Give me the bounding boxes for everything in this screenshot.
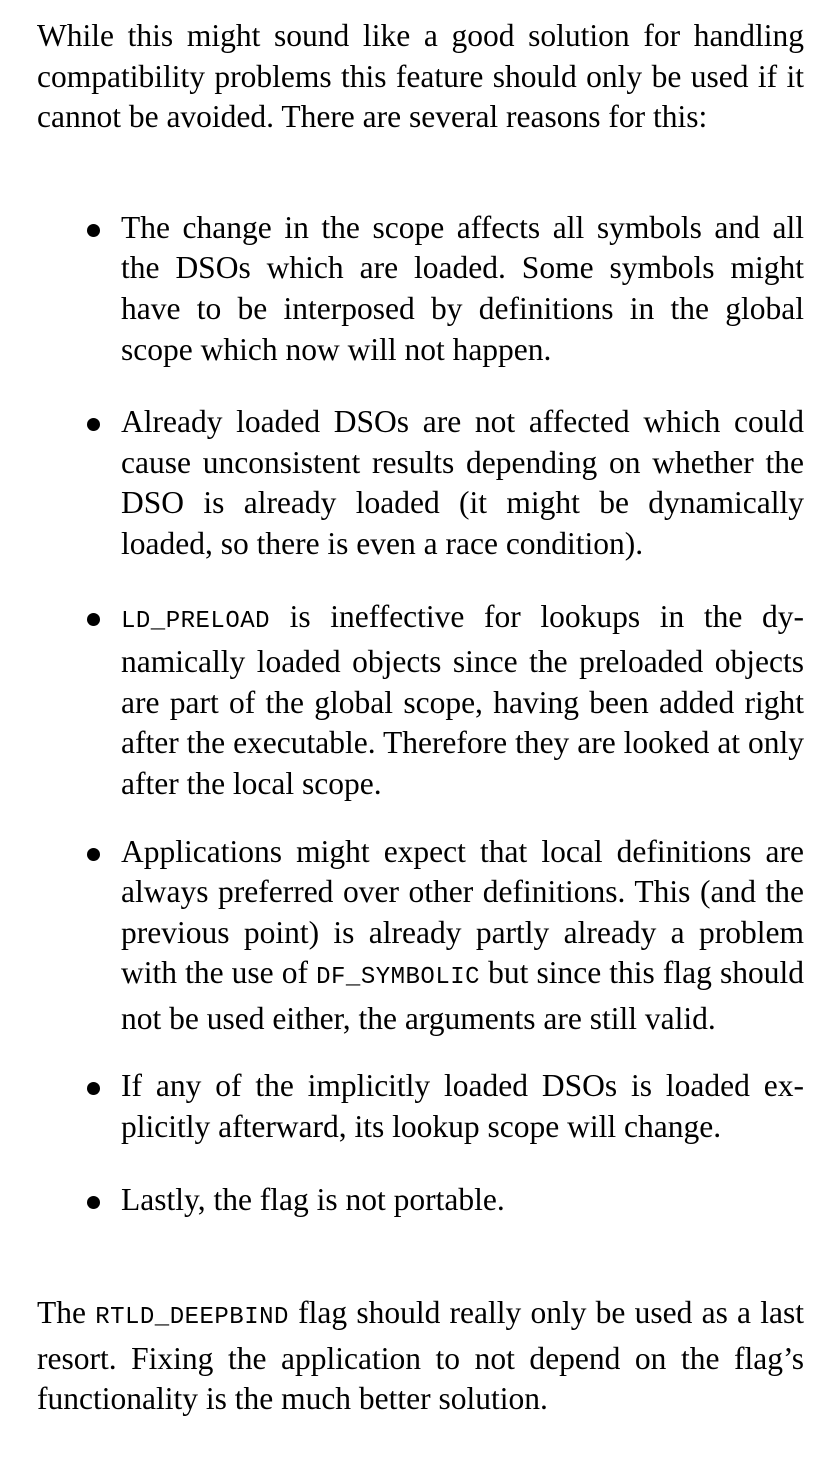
code-df-symbolic: DF_SYMBOLIC bbox=[316, 964, 481, 992]
bullet-icon bbox=[87, 224, 100, 237]
document-page bbox=[37, 16, 804, 1420]
code-ld-preload: LD_PRELOAD bbox=[121, 607, 271, 635]
list-item-text: Already loaded DSOs are not affected which could cause unconsistent results depending on whether the DSO is already loaded (it might be dynamically loaded, so there is even a race condition). bbox=[121, 404, 804, 561]
list-item-text: Applications might expect that local definitions are always preferred over other definitions. This (and the previous point) is already partly already a problem with the use of DF_SYMBOLIC but since this flag should not be used either, the arguments are still valid. bbox=[121, 833, 804, 1036]
closing-paragraph: The RTLD_DEEPBIND flag should really only be used as a last resort. Fixing the application to not depend on the flag’s functionality is the much better solution. bbox=[37, 1295, 804, 1417]
code-rtld-deepbind: RTLD_DEEPBIND bbox=[95, 1304, 289, 1332]
bullet-icon bbox=[87, 418, 100, 431]
list-item bbox=[37, 832, 804, 1040]
bullet-icon bbox=[87, 848, 100, 861]
list-item bbox=[37, 597, 804, 805]
bullet-icon bbox=[87, 1082, 100, 1095]
reasons-list bbox=[37, 208, 804, 1225]
list-item-text: The change in the scope affects all symbols and all the DSOs which are loaded. Some symbols might have to be interposed by definitions in the global scope which now will not happen. bbox=[121, 209, 804, 367]
list-item-text: Lastly, the flag is not portable. bbox=[121, 1181, 505, 1217]
bullet-icon bbox=[87, 613, 100, 626]
bullet-icon bbox=[87, 1196, 100, 1209]
list-item bbox=[37, 1180, 804, 1226]
list-item bbox=[37, 208, 804, 375]
list-item-text: LD_PRELOAD is ineffective for lookups in the dynamically loaded objects since the preloaded objects are part of the global scope, having been added right after the executable. Therefore they are looked at only after the local scope. bbox=[121, 598, 804, 801]
intro-paragraph: While this might sound like a good solution for handling compatibility problems this feature should only be used if it cannot be avoided. There are several reasons for this: bbox=[37, 18, 804, 135]
list-item bbox=[37, 1066, 804, 1152]
list-item-text: If any of the implicitly loaded DSOs is loaded explicitly afterward, its lookup scope will change. bbox=[121, 1068, 804, 1145]
list-item bbox=[37, 402, 804, 569]
